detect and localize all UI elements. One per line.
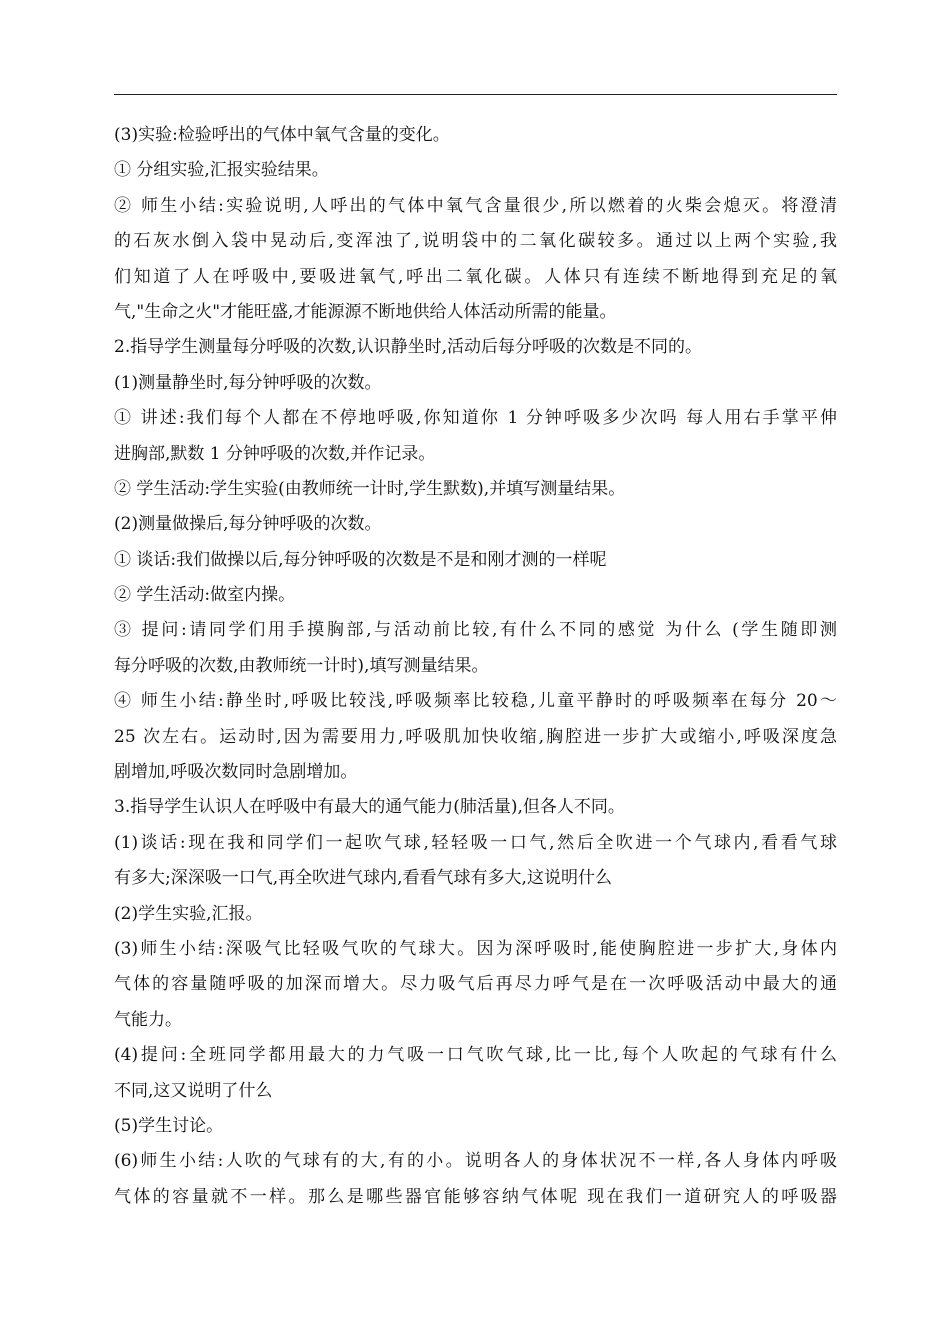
text-line: (3)实验:检验呼出的气体中氧气含量的变化。 (114, 125, 450, 145)
text-line: (2)测量做操后,每分钟呼吸的次数。 (114, 514, 382, 535)
text-line: (1)测量静坐时,每分钟呼吸的次数。 (114, 372, 382, 393)
document-body (114, 118, 837, 1215)
text-line: 们知道了人在呼吸中,要吸进氧气,呼出二氧化碳。人体只有连续不断地得到充足的氧 (114, 266, 837, 287)
text-line: 有多大;深深吸一口气,再全吹进气球内,看看气球有多大,这说明什么 (114, 868, 612, 889)
text-line: (3)师生小结:深吸气比轻吸气吹的气球大。因为深呼吸时,能使胸腔进一步扩大,身体内 (114, 938, 837, 959)
text-line: (1)谈话:现在我和同学们一起吹气球,轻轻吸一口气,然后全吹进一个气球内,看看气球 (114, 832, 837, 853)
text-line: 不同,这又说明了什么 (114, 1080, 273, 1101)
text-line: 2.指导学生测量每分呼吸的次数,认识静坐时,活动后每分呼吸的次数是不同的。 (114, 337, 703, 358)
text-line: 气能力。 (114, 1009, 182, 1030)
text-line: 气体的容量就不一样。那么是哪些器官能够容纳气体呢 现在我们一道研究人的呼吸器 (114, 1186, 837, 1207)
text-line: ② 学生活动:学生实验(由教师统一计时,学生默数),并填写测量结果。 (114, 478, 626, 499)
text-line: (5)学生讨论。 (114, 1115, 224, 1136)
text-line: ② 学生活动:做室内操。 (114, 585, 296, 606)
text-line: ④ 师生小结:静坐时,呼吸比较浅,呼吸频率比较稳,儿童平静时的呼吸频率在每分 20～ (114, 691, 837, 712)
text-line: 的石灰水倒入袋中晃动后,变浑浊了,说明袋中的二氧化碳较多。通过以上两个实验,我 (114, 231, 837, 252)
text-line: (2)学生实验,汇报。 (114, 903, 263, 924)
text-line: ① 谈话:我们做操以后,每分钟呼吸的次数是不是和刚才测的一样呢 (114, 549, 607, 570)
text-line: (4)提问:全班同学都用最大的力气吸一口气吹气球,比一比,每个人吹起的气球有什么 (114, 1045, 837, 1066)
text-line: (6)师生小结:人吹的气球有的大,有的小。说明各人的身体状况不一样,各人身体内呼吸 (114, 1151, 837, 1172)
text-line: ③ 提问:请同学们用手摸胸部,与活动前比较,有什么不同的感觉 为什么 (学生随即测 (114, 620, 837, 641)
text-line: 25 次左右。运动时,因为需要用力,呼吸肌加快收缩,胸腔进一步扩大或缩小,呼吸深度急 (114, 726, 837, 747)
text-line: 气,"生命之火"才能旺盛,才能源源不断地供给人体活动所需的能量。 (114, 301, 617, 322)
text-line: ② 师生小结:实验说明,人呼出的气体中氧气含量很少,所以燃着的火柴会熄灭。将澄清 (114, 195, 837, 216)
text-line: 剧增加,呼吸次数同时急剧增加。 (114, 762, 358, 783)
text-line: 每分呼吸的次数,由教师统一计时),填写测量结果。 (114, 655, 489, 676)
text-line: ① 讲述:我们每个人都在不停地呼吸,你知道你 1 分钟呼吸多少次吗 每人用右手掌平伸 (114, 408, 837, 429)
text-line: ① 分组实验,汇报实验结果。 (114, 160, 329, 181)
text-line: 进胸部,默数 1 分钟呼吸的次数,并作记录。 (114, 443, 436, 464)
text-line: 3.指导学生认识人在呼吸中有最大的通气能力(肺活量),但各人不同。 (114, 797, 625, 818)
header-rule (114, 94, 837, 95)
text-line: 气体的容量随呼吸的加深而增大。尽力吸气后再尽力呼气是在一次呼吸活动中最大的通 (114, 974, 837, 995)
